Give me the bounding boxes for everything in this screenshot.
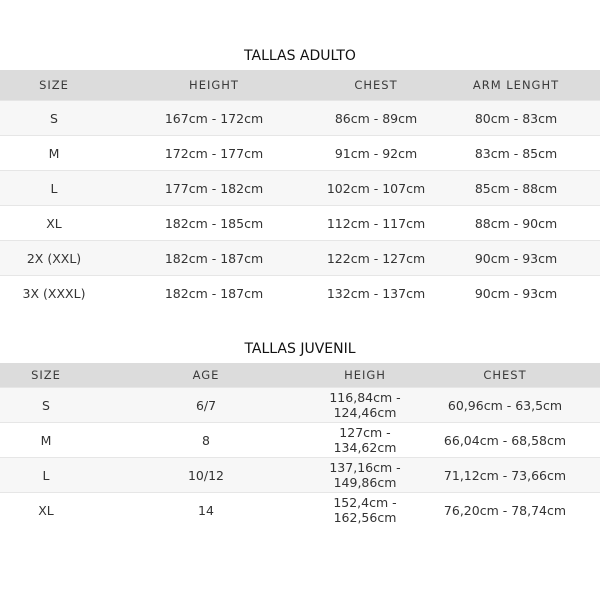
size-cell: L: [0, 171, 108, 206]
table-row: [0, 171, 600, 206]
height-cell: 167cm - 172cm: [108, 101, 320, 136]
chest-cell: 112cm - 117cm: [320, 206, 432, 241]
column-header-chest: CHEST: [320, 70, 432, 101]
arm-length-cell: 90cm - 93cm: [432, 276, 600, 311]
size-cell: 3X (XXXL): [0, 276, 108, 311]
size-cell: XL: [0, 206, 108, 241]
youth-size-title: TALLAS JUVENIL: [244, 341, 356, 357]
table-row: [0, 206, 600, 241]
height-cell: 172cm - 177cm: [108, 136, 320, 171]
adult-size-table: [0, 70, 600, 310]
arm-length-cell: 88cm - 90cm: [432, 206, 600, 241]
height-cell: 152,4cm - 162,56cm: [320, 493, 410, 528]
chest-cell: 71,12cm - 73,66cm: [410, 458, 600, 493]
size-cell: XL: [0, 493, 92, 528]
chest-cell: 86cm - 89cm: [320, 101, 432, 136]
arm-length-cell: 90cm - 93cm: [432, 241, 600, 276]
table-row: [0, 423, 600, 458]
height-cell: 182cm - 187cm: [108, 276, 320, 311]
column-header-arm-length: ARM LENGHT: [432, 70, 600, 101]
table-header-row: [0, 363, 600, 388]
table-row: [0, 388, 600, 423]
age-cell: 10/12: [92, 458, 320, 493]
arm-length-cell: 83cm - 85cm: [432, 136, 600, 171]
age-cell: 14: [92, 493, 320, 528]
size-cell: S: [0, 101, 108, 136]
chest-cell: 132cm - 137cm: [320, 276, 432, 311]
size-cell: S: [0, 388, 92, 423]
table-row: [0, 276, 600, 311]
arm-length-cell: 80cm - 83cm: [432, 101, 600, 136]
size-cell: L: [0, 458, 92, 493]
height-cell: 182cm - 185cm: [108, 206, 320, 241]
size-cell: M: [0, 136, 108, 171]
height-cell: 177cm - 182cm: [108, 171, 320, 206]
chest-cell: 91cm - 92cm: [320, 136, 432, 171]
table-row: [0, 241, 600, 276]
chest-cell: 122cm - 127cm: [320, 241, 432, 276]
table-row: [0, 136, 600, 171]
size-cell: M: [0, 423, 92, 458]
arm-length-cell: 85cm - 88cm: [432, 171, 600, 206]
column-header-height: HEIGH: [320, 363, 410, 388]
chest-cell: 60,96cm - 63,5cm: [410, 388, 600, 423]
column-header-size: SIZE: [0, 363, 92, 388]
table-row: [0, 458, 600, 493]
adult-size-title: TALLAS ADULTO: [244, 48, 356, 64]
age-cell: 6/7: [92, 388, 320, 423]
height-cell: 137,16cm - 149,86cm: [320, 458, 410, 493]
column-header-size: SIZE: [0, 70, 108, 101]
age-cell: 8: [92, 423, 320, 458]
chest-cell: 102cm - 107cm: [320, 171, 432, 206]
height-cell: 116,84cm - 124,46cm: [320, 388, 410, 423]
table-row: [0, 493, 600, 528]
chest-cell: 76,20cm - 78,74cm: [410, 493, 600, 528]
height-cell: 182cm - 187cm: [108, 241, 320, 276]
chest-cell: 66,04cm - 68,58cm: [410, 423, 600, 458]
table-header-row: [0, 70, 600, 101]
youth-size-table: [0, 363, 600, 527]
column-header-height: HEIGHT: [108, 70, 320, 101]
size-cell: 2X (XXL): [0, 241, 108, 276]
column-header-age: AGE: [92, 363, 320, 388]
column-header-chest: CHEST: [410, 363, 600, 388]
height-cell: 127cm - 134,62cm: [320, 423, 410, 458]
table-row: [0, 101, 600, 136]
